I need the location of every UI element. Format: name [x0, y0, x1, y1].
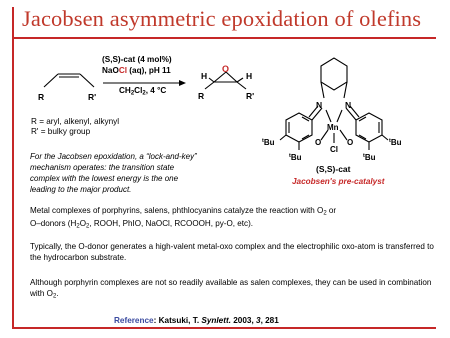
note-line-3: complex with the lowest energy is the one [30, 174, 179, 183]
catalyst-mn: Mn [327, 123, 339, 132]
paragraph-3: Although porphyrin complexes are not so readily available as salen complexes, they can be used in combination with $O_2$. [30, 278, 432, 299]
epoxide-structure [205, 72, 246, 89]
note-line-2: mechanism operates: the transition state [30, 163, 175, 172]
tbu-left-inner: $^t$Bu [289, 153, 302, 162]
mechanism-note [30, 151, 197, 195]
catalyst-n-right: N [345, 100, 352, 110]
reference-line: Reference: Katsuki, T. Synlett. 2003, 3, 281 [114, 316, 279, 325]
epoxide-rprime-label: R' [246, 91, 255, 101]
catalyst-o-right: O [347, 138, 354, 147]
solvent-conditions: $CH_2Cl_2$, 4 °C [119, 86, 167, 97]
tbu-left-outer: $^t$Bu [262, 138, 275, 147]
catalyst-cl: Cl [330, 145, 338, 154]
bottom-rule [12, 327, 436, 329]
olefin-structure [44, 74, 94, 87]
tbu-right-outer: $^t$Bu [389, 138, 402, 147]
catalyst-name: (S,S)-cat [316, 164, 351, 174]
note-line-4: leading to the major product. [30, 185, 132, 194]
olefin-rprime-label: R' [88, 92, 97, 102]
paragraph-2: Typically, the O-donor generates a high-valent metal-oxo complex and the electrophilic oxo-atom is transferred to the hydrocarbon substrate. [30, 242, 434, 262]
salen-catalyst-structure [280, 58, 388, 150]
paragraph-1-line-2: O–donors ($H_2O_2$, ROOH, PhIO, NaOCl, RCOOOH, py-O, etc). [30, 219, 254, 230]
reagent-line-2: NaOCl (aq), pH 11 [102, 66, 171, 75]
tbu-right-inner: $^t$Bu [363, 153, 376, 162]
r-definition: R = aryl, alkenyl, alkynyl [31, 117, 120, 126]
epoxide-h1: H [201, 71, 208, 81]
reference-label: Reference [114, 316, 154, 325]
epoxide-r-label: R [198, 91, 205, 101]
epoxide-h2: H [246, 71, 253, 81]
olefin-r-label: R [38, 92, 45, 102]
note-line-1: For the Jacobsen epoxidation, a “lock-and-key” [30, 152, 197, 161]
reagent-line-1: (S,S)-cat (4 mol%) [102, 55, 172, 64]
paragraph-1-line-1: Metal complexes of porphyrins, salens, phthlocyanins catalyze the reaction with $O_2$ or [30, 206, 337, 217]
slide-title: Jacobsen asymmetric epoxidation of olefins [22, 6, 422, 31]
catalyst-caption: Jacobsen's pre-catalyst [292, 177, 385, 186]
rprime-definition: R' = bulky group [31, 127, 91, 136]
epoxide-oxygen: O [222, 64, 230, 74]
paragraph-1 [30, 206, 440, 232]
catalyst-o-left: O [315, 138, 322, 147]
catalyst-n-left: N [316, 100, 323, 110]
